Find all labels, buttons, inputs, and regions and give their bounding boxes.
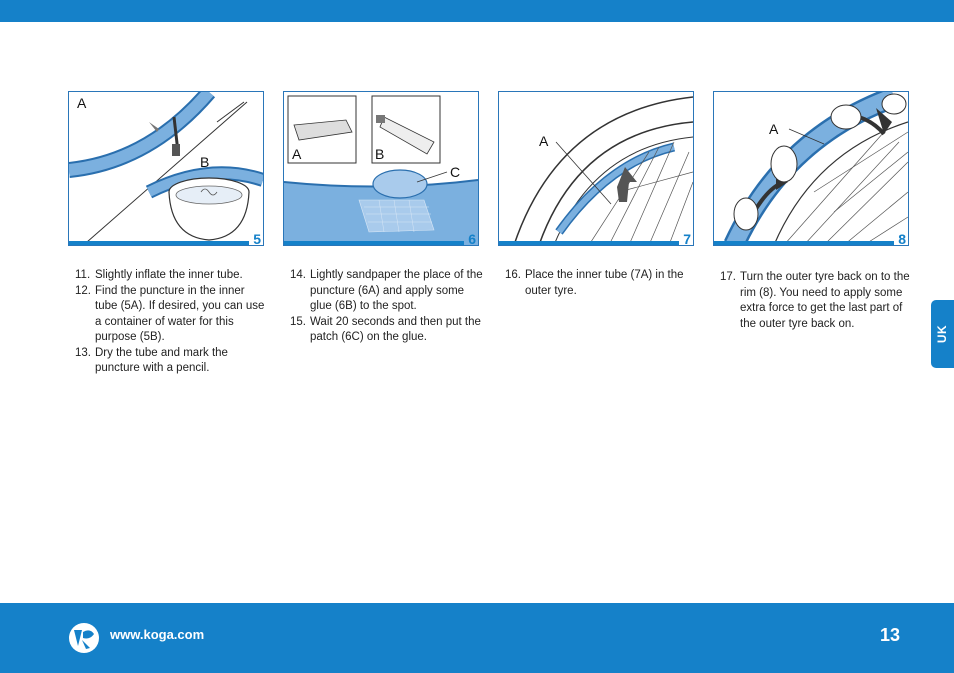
figure-5 <box>68 91 264 246</box>
instruction-list <box>75 268 270 377</box>
step-text: Wait 20 seconds and then put the patch (6C) on the glue. <box>310 315 481 343</box>
figure-number: 7 <box>683 231 691 246</box>
step-text: Find the puncture in the inner tube (5A). If desired, you can use a container of water for this purpose (5B). <box>95 284 265 343</box>
sandpaper-glue-patch-illustration <box>284 92 478 245</box>
figure-label-a: A <box>769 121 779 137</box>
list-item <box>75 346 270 377</box>
language-tab <box>931 300 954 368</box>
step-number: 17. <box>720 271 736 283</box>
step-number: 11. <box>75 269 91 281</box>
page-number: 13 <box>880 625 901 645</box>
step-number: 14. <box>290 269 306 281</box>
step-text: Turn the outer tyre back on to the rim (8). You need to apply some extra force to get the last part of the outer tyre back on. <box>740 271 910 330</box>
step-number: 13. <box>75 346 91 359</box>
figure-baseline <box>284 241 464 245</box>
list-item <box>75 284 270 346</box>
header-bar <box>0 0 954 22</box>
list-item <box>290 268 485 315</box>
step-text: Dry the tube and mark the puncture with a pencil. <box>95 346 228 374</box>
figure-label-a: A <box>292 146 302 162</box>
figure-6 <box>283 91 479 246</box>
tube-into-tyre-illustration <box>499 92 693 245</box>
step-number: 12. <box>75 284 91 297</box>
list-item <box>290 315 485 346</box>
figure-label-a: A <box>77 95 87 111</box>
step-number: 15. <box>290 315 306 328</box>
step-text: Place the inner tube (7A) in the outer tyre. <box>525 269 684 297</box>
figure-label-b: B <box>200 154 210 170</box>
tyre-onto-rim-illustration <box>714 92 908 245</box>
step-text: Lightly sandpaper the place of the puncture (6A) and apply some glue (6B) to the spot. <box>310 269 483 312</box>
website-url[interactable]: www.koga.com <box>110 627 205 642</box>
instruction-list <box>505 268 685 299</box>
step-number: 16. <box>505 269 521 281</box>
figure-number: 6 <box>468 231 476 246</box>
figure-8 <box>713 91 909 246</box>
list-item <box>75 268 270 284</box>
figure-baseline <box>69 241 249 245</box>
language-label: UK <box>935 324 950 344</box>
list-item <box>505 268 685 299</box>
instruction-list <box>720 270 912 332</box>
instruction-list <box>290 268 485 346</box>
figure-label-b: B <box>375 146 385 162</box>
tube-and-water-bowl-illustration <box>69 92 263 245</box>
figure-label-c: C <box>450 164 461 180</box>
koga-logo-icon <box>68 622 100 654</box>
figure-baseline <box>714 241 894 245</box>
figure-number: 8 <box>898 231 906 246</box>
list-item <box>720 270 912 332</box>
step-text: Slightly inflate the inner tube. <box>95 269 243 281</box>
figure-number: 5 <box>253 231 261 246</box>
figure-7 <box>498 91 694 246</box>
figure-label-a: A <box>539 133 549 149</box>
figure-baseline <box>499 241 679 245</box>
